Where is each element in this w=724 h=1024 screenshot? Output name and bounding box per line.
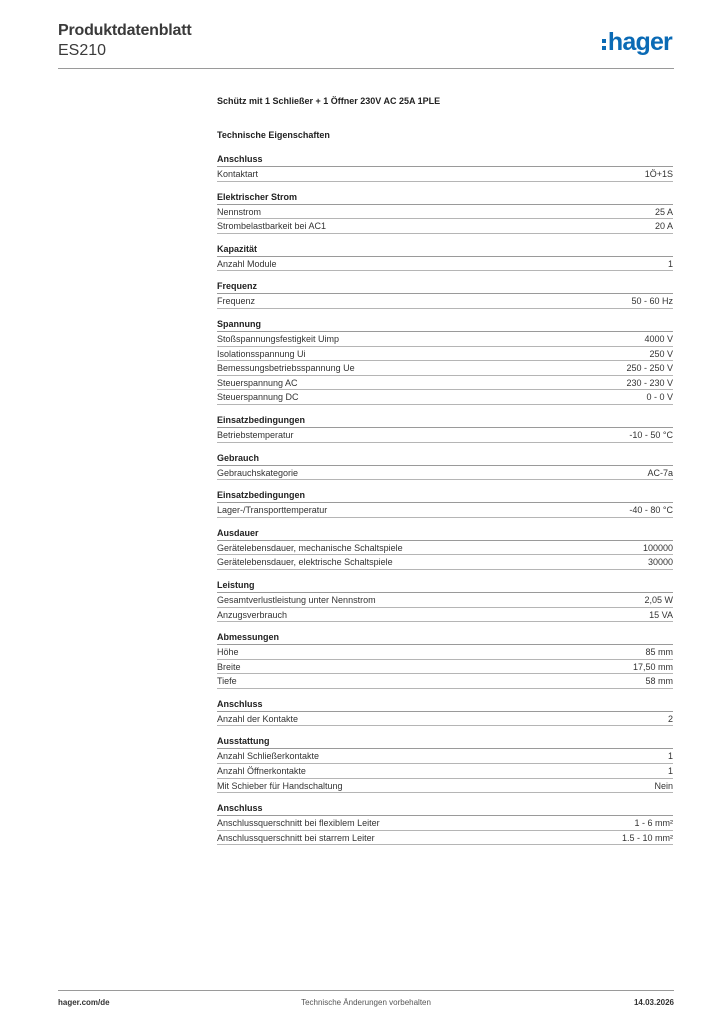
group-title: Einsatzbedingungen — [217, 414, 673, 428]
property-value: 20 A — [654, 221, 673, 232]
property-label: Gerätelebensdauer, mechanische Schaltspiele — [217, 542, 403, 553]
property-value: 0 - 0 V — [646, 392, 673, 403]
group-title: Ausdauer — [217, 527, 673, 541]
property-value: 1 — [667, 751, 673, 762]
property-group — [217, 631, 673, 689]
group-title: Einsatzbedingungen — [217, 489, 673, 503]
property-row — [217, 645, 673, 660]
property-label: Steuerspannung DC — [217, 392, 299, 403]
property-row — [217, 167, 673, 182]
property-row — [217, 219, 673, 234]
property-group — [217, 698, 673, 727]
property-row — [217, 294, 673, 309]
group-title: Anschluss — [217, 802, 673, 816]
header-divider — [58, 68, 674, 69]
property-row — [217, 764, 673, 779]
logo-text: hager — [607, 28, 672, 56]
property-value: -10 - 50 °C — [629, 429, 673, 440]
property-value: 1Ö+1S — [644, 169, 673, 179]
property-row — [217, 466, 673, 481]
property-group — [217, 579, 673, 622]
property-row — [217, 749, 673, 764]
property-value: 25 A — [654, 206, 673, 217]
property-value: 2,05 W — [644, 594, 673, 605]
group-title: Anschluss — [217, 153, 673, 167]
footer-divider — [58, 990, 674, 991]
datasheet-content — [217, 95, 673, 845]
property-group — [217, 243, 673, 272]
property-label: Strombelastbarkeit bei AC1 — [217, 221, 327, 232]
property-label: Gesamtverlustleistung unter Nennstrom — [217, 594, 376, 605]
section-heading: Technische Eigenschaften — [217, 130, 330, 140]
document-subtitle: ES210 — [58, 42, 107, 59]
property-row — [217, 428, 673, 443]
property-label: Gebrauchskategorie — [217, 467, 299, 478]
property-label: Anschlussquerschnitt bei starrem Leiter — [217, 832, 375, 843]
property-label: Nennstrom — [217, 206, 262, 217]
property-row — [217, 503, 673, 518]
property-value: 30000 — [647, 557, 673, 568]
property-label: Breite — [217, 661, 241, 672]
group-title: Abmessungen — [217, 631, 673, 645]
property-row — [217, 674, 673, 689]
property-row — [217, 712, 673, 727]
property-label: Tiefe — [217, 676, 237, 687]
property-row — [217, 779, 673, 794]
group-title: Leistung — [217, 579, 673, 593]
property-value: 2 — [667, 713, 673, 724]
group-title: Anschluss — [217, 698, 673, 712]
property-value: 1.5 - 10 mm² — [621, 832, 673, 843]
group-title: Ausstattung — [217, 735, 673, 749]
page-footer — [58, 998, 674, 1010]
property-label: Anzahl der Kontakte — [217, 713, 299, 724]
property-label: Anzugsverbrauch — [217, 609, 288, 620]
document-title: Produktdatenblatt — [58, 22, 192, 39]
property-label: Anzahl Module — [217, 258, 277, 269]
property-label: Anzahl Öffnerkontakte — [217, 766, 306, 777]
property-value: 85 mm — [645, 647, 673, 658]
group-title: Gebrauch — [217, 452, 673, 466]
property-label: Anschlussquerschnitt bei flexiblem Leiter — [217, 818, 380, 829]
property-value: -40 - 80 °C — [629, 505, 673, 516]
footer-notice: Technische Änderungen vorbehalten — [301, 998, 431, 1007]
property-row — [217, 361, 673, 376]
property-label: Betriebstemperatur — [217, 429, 294, 440]
property-group — [217, 802, 673, 845]
property-value: 15 VA — [649, 609, 673, 620]
property-value: 230 - 230 V — [626, 377, 673, 388]
property-value: 1 — [667, 766, 673, 777]
property-row — [217, 831, 673, 846]
property-value: 1 - 6 mm² — [634, 818, 673, 829]
property-row — [217, 608, 673, 623]
property-label: Stoßspannungsfestigkeit Uimp — [217, 333, 340, 344]
group-title: Spannung — [217, 318, 673, 332]
page-header — [58, 22, 674, 68]
property-label: Steuerspannung AC — [217, 377, 298, 388]
property-label: Kontaktart — [217, 169, 259, 179]
property-row — [217, 347, 673, 362]
property-group — [217, 735, 673, 793]
property-label: Gerätelebensdauer, elektrische Schaltspiele — [217, 557, 393, 568]
hager-logo — [602, 28, 672, 56]
property-value: 4000 V — [644, 333, 673, 344]
property-group — [217, 191, 673, 234]
property-label: Anzahl Schließerkontakte — [217, 751, 320, 762]
property-value: 250 V — [649, 348, 673, 359]
property-value: 50 - 60 Hz — [631, 296, 673, 307]
property-group — [217, 318, 673, 405]
property-row — [217, 257, 673, 272]
property-label: Höhe — [217, 647, 239, 658]
product-name: Schütz mit 1 Schließer + 1 Öffner 230V AC 25A 1PLE — [217, 96, 441, 106]
property-value: 100000 — [642, 542, 673, 553]
property-label: Isolationsspannung Ui — [217, 348, 306, 359]
property-value: AC-7a — [647, 467, 673, 478]
property-value: 58 mm — [645, 676, 673, 687]
property-row — [217, 555, 673, 570]
property-row — [217, 660, 673, 675]
property-group — [217, 452, 673, 481]
group-title: Elektrischer Strom — [217, 191, 673, 205]
property-label: Frequenz — [217, 296, 256, 307]
property-label: Bemessungsbetriebsspannung Ue — [217, 363, 355, 374]
property-group — [217, 527, 673, 570]
group-title: Frequenz — [217, 280, 673, 294]
property-label: Lager-/Transporttemperatur — [217, 505, 328, 516]
property-row — [217, 593, 673, 608]
property-value: 17,50 mm — [632, 661, 673, 672]
property-label: Mit Schieber für Handschaltung — [217, 780, 343, 791]
logo-dots-icon — [602, 39, 606, 50]
property-row — [217, 541, 673, 556]
property-value: 250 - 250 V — [626, 363, 673, 374]
property-row — [217, 390, 673, 405]
property-group — [217, 153, 673, 182]
property-group — [217, 280, 673, 309]
property-row — [217, 816, 673, 831]
property-groups — [217, 153, 673, 845]
group-title: Kapazität — [217, 243, 673, 257]
footer-date: 14.03.2026 — [633, 998, 674, 1007]
property-group — [217, 489, 673, 518]
property-group — [217, 414, 673, 443]
property-row — [217, 376, 673, 391]
property-row — [217, 332, 673, 347]
footer-website-link[interactable]: hager.com/de — [58, 998, 110, 1007]
property-row — [217, 205, 673, 220]
property-value: Nein — [654, 780, 673, 791]
property-value: 1 — [667, 258, 673, 269]
